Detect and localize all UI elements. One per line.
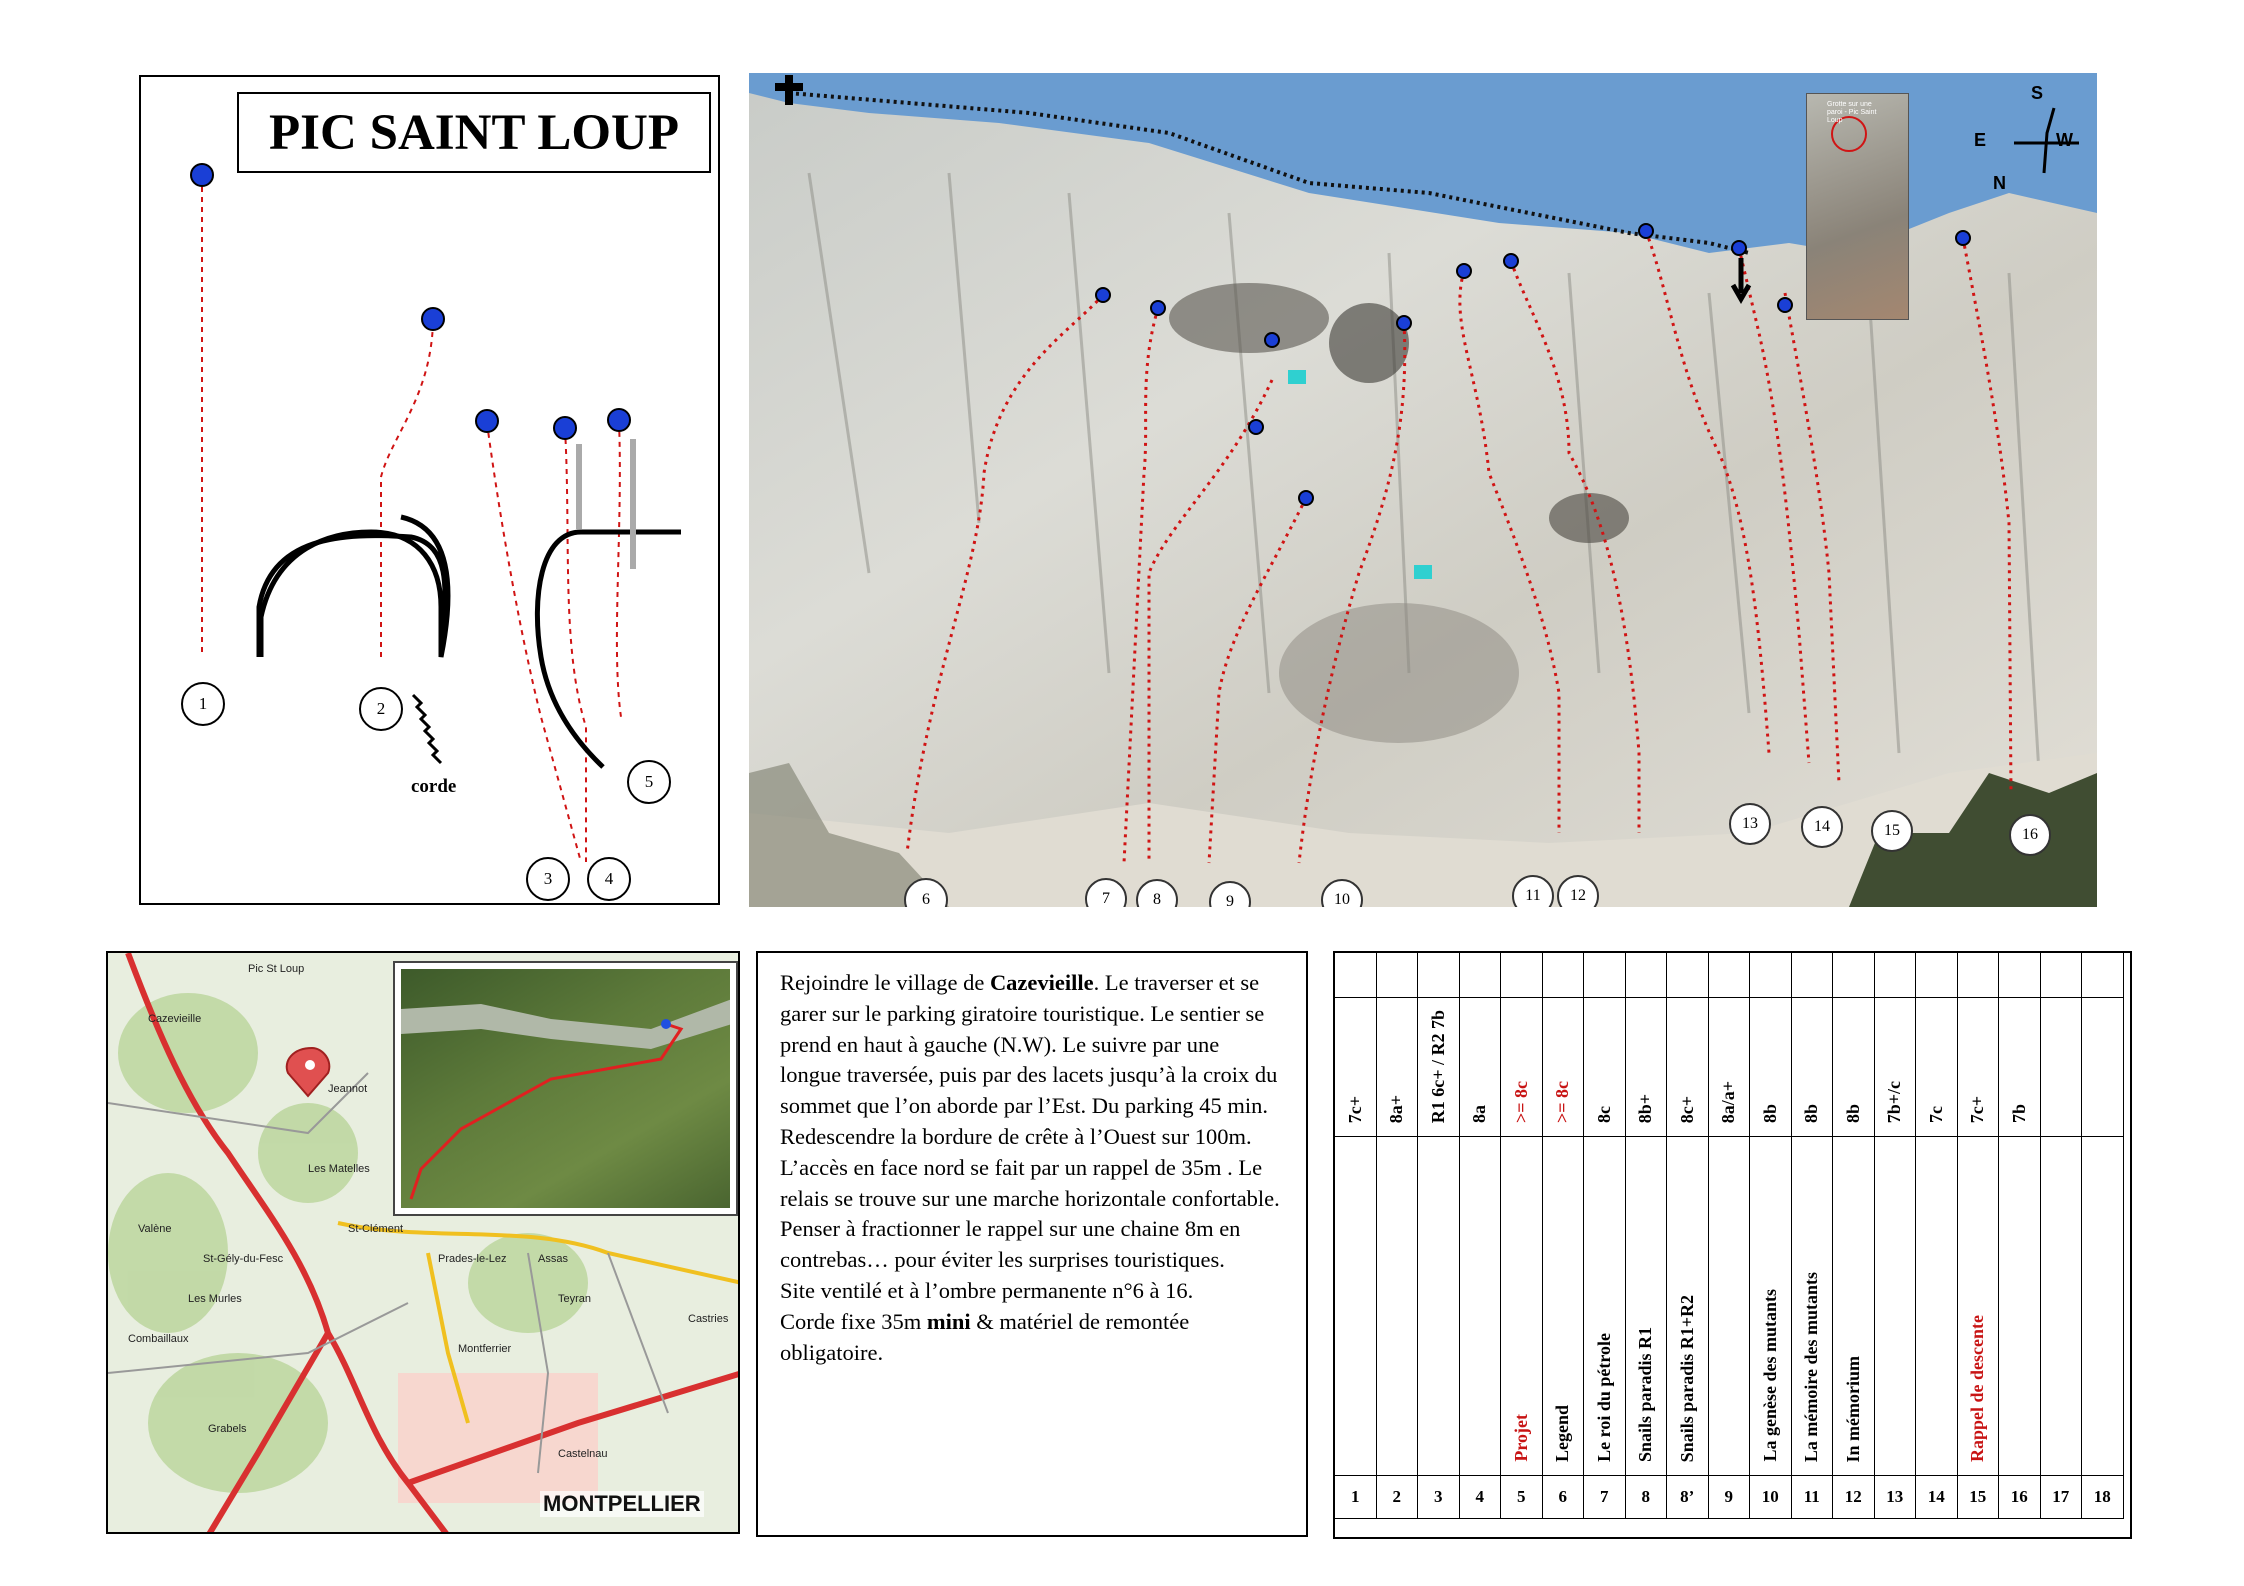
photo-number-7: 7 [1085, 878, 1127, 907]
name-15: Rappel de descente [1967, 1315, 1988, 1462]
grade-5: >= 8c [1510, 1080, 1531, 1123]
photo-inset [1806, 93, 1909, 320]
compass-e: E [1974, 130, 1987, 150]
photo-number-10: 10 [1321, 879, 1363, 907]
belay-4 [554, 417, 576, 439]
num-17: 17 [2040, 1476, 2082, 1519]
map-label-pic: Pic St Loup [248, 963, 305, 975]
cave-outline-left [259, 517, 448, 657]
belay-1 [191, 164, 213, 186]
name-12: In mémorium [1842, 1355, 1863, 1462]
compass-w: W [2056, 130, 2073, 150]
map-label-stclement: St-Clément [348, 1223, 404, 1235]
name-5: Projet [1510, 1414, 1531, 1462]
photo-anchor-16 [1956, 231, 1970, 245]
grade-2: 8a+ [1386, 1094, 1407, 1123]
topo-route-3 [487, 423, 581, 862]
photo-anchor-15 [1778, 298, 1792, 312]
grade-13: 7b+/c [1884, 1080, 1905, 1123]
map-label-grabels: Grabels [208, 1423, 247, 1435]
photo-anchor-7 [1151, 301, 1165, 315]
grade-4: 8a [1469, 1105, 1490, 1123]
photo-anchor-14 [1732, 241, 1746, 255]
num-10: 10 [1750, 1476, 1792, 1519]
num-11: 11 [1791, 1476, 1833, 1519]
grade-6: >= 8c [1552, 1080, 1573, 1123]
num-16: 16 [1999, 1476, 2041, 1519]
aerial-route [411, 1024, 681, 1199]
topo-number-4: 4 [587, 857, 631, 901]
cliff-photo-panel [749, 73, 2097, 907]
photo-anchor-11 [1457, 264, 1471, 278]
num-9: 9 [1708, 1476, 1750, 1519]
grade-8b: 8c+ [1676, 1095, 1697, 1123]
topo-panel [139, 75, 720, 905]
name-8: Snails paradis R1 [1635, 1326, 1656, 1462]
photo-anchor-13 [1639, 224, 1653, 238]
belay-5 [608, 409, 630, 431]
desc-paragraph-3: Site ventilé et à l’ombre permanente n°6 à 16. [780, 1277, 1194, 1303]
grade-14: 7c [1925, 1106, 1946, 1123]
compass-n: N [1993, 173, 2006, 193]
name-10: La genèse des mutants [1759, 1289, 1780, 1462]
belay-2 [422, 308, 444, 330]
num-13: 13 [1874, 1476, 1916, 1519]
num-3: 3 [1418, 1476, 1460, 1519]
rope-zigzag-icon [413, 695, 441, 763]
desc-paragraph-1: Rejoindre le village de Cazevieille. Le traverser et se garer sur le parking giratoire touristique. Le sentier se prend en haut à gauche (N.W). Le suivre par une longue traversée, puis par des lacets jusqu’à la croix du sommet que l’on aborde par l’Est. Du parking 45 min. [780, 970, 1278, 1119]
grade-12: 8b [1842, 1103, 1863, 1123]
photo-number-15: 15 [1871, 810, 1913, 852]
map-label-castries: Castries [688, 1313, 729, 1325]
map-label-jeannot: Jeannot [328, 1083, 368, 1095]
photo-number-12: 12 [1557, 875, 1599, 907]
grade-7: 8c [1593, 1106, 1614, 1123]
name-6: Legend [1552, 1404, 1573, 1462]
map-label-cazevieille: Cazevieille [148, 1013, 202, 1025]
access-map-panel [106, 951, 740, 1534]
belay-3 [476, 410, 498, 432]
topo-number-5: 5 [627, 760, 671, 804]
table-row-blank [1335, 953, 2124, 998]
photo-number-11: 11 [1512, 875, 1554, 907]
table-row-names [1335, 1137, 2124, 1476]
map-label-teyran: Teyran [558, 1293, 592, 1305]
map-label-castelnau: Castelnau [558, 1448, 608, 1460]
map-label-assas: Assas [538, 1253, 568, 1265]
num-18: 18 [2082, 1476, 2124, 1519]
map-label-matelles: Les Matelles [308, 1163, 370, 1175]
num-7: 7 [1584, 1476, 1626, 1519]
map-label-valene: Valène [138, 1223, 172, 1235]
grade-16: 7b [2008, 1103, 2029, 1123]
photo-anchor-8b [1249, 420, 1263, 434]
topo-number-1: 1 [181, 682, 225, 726]
name-11: La mémoire des mutants [1801, 1271, 1822, 1462]
photo-anchor-8 [1265, 333, 1279, 347]
topo-route-4 [565, 429, 586, 862]
corde-label: corde [411, 776, 457, 797]
photo-number-13: 13 [1729, 803, 1771, 845]
map-label-prades: Prades-le-Lez [438, 1253, 507, 1265]
photo-anchor-12 [1504, 254, 1518, 268]
desc-paragraph-2: Redescendre la bordure de crête à l’Ouest sur 100m. L’accès en face nord se fait par un rappel de 35m . Le relais se trouve sur une marche horizontale confortable. Penser à fractionner le rappel sur une chaine 8m en contrebas… pour éviter les surprises touristiques. [780, 1123, 1280, 1273]
photo-number-8: 8 [1136, 879, 1178, 907]
grade-15: 7c+ [1967, 1095, 1988, 1123]
num-12: 12 [1833, 1476, 1875, 1519]
num-1: 1 [1335, 1476, 1377, 1519]
compass-s: S [2031, 83, 2044, 103]
cave-outline-right [537, 532, 681, 767]
table-row-grades [1335, 998, 2124, 1137]
num-15: 15 [1957, 1476, 1999, 1519]
photo-anchor-10 [1397, 316, 1411, 330]
grade-10: 8b [1759, 1103, 1780, 1123]
map-label-stgely: St-Gély-du-Fesc [203, 1253, 284, 1265]
name-7: Le roi du pétrole [1593, 1333, 1614, 1462]
topo-route-2 [381, 322, 433, 662]
cave-arch [261, 532, 441, 657]
routes-table-panel [1333, 951, 2132, 1539]
grade-1: 7c+ [1344, 1095, 1365, 1123]
num-8b: 8’ [1667, 1476, 1709, 1519]
num-14: 14 [1916, 1476, 1958, 1519]
photo-anchor-9 [1299, 491, 1313, 505]
access-description [756, 951, 1308, 1537]
topo-route-5 [617, 422, 621, 717]
grade-11: 8b [1801, 1103, 1822, 1123]
photo-number-6: 6 [904, 878, 948, 907]
desc-paragraph-4: Corde fixe 35m mini & matériel de remontée obligatoire. [780, 1308, 1190, 1365]
grade-3: R1 6c+ / R2 7b [1427, 1009, 1448, 1123]
page-title: PIC SAINT LOUP [237, 92, 711, 173]
map-label-montferrier: Montferrier [458, 1343, 512, 1355]
photo-number-9: 9 [1209, 881, 1251, 907]
aerial-inset [393, 961, 738, 1216]
topo-number-2: 2 [359, 687, 403, 731]
map-label-combaillaux: Combaillaux [128, 1333, 189, 1345]
inset-caption: Grotte sur une paroi - Pic Saint Loup [1827, 101, 1877, 124]
map-label-murles: Les Murles [188, 1293, 242, 1305]
num-8: 8 [1625, 1476, 1667, 1519]
map-label-montpellier: MONTPELLIER [540, 1491, 704, 1517]
topo-number-3: 3 [526, 857, 570, 901]
photo-number-16: 16 [2009, 814, 2051, 856]
grade-8: 8b+ [1635, 1093, 1656, 1123]
table-row-numbers [1335, 1476, 2124, 1519]
name-8b: Snails paradis R1+R2 [1676, 1294, 1697, 1462]
routes-table [1334, 952, 2124, 1519]
num-4: 4 [1459, 1476, 1501, 1519]
grade-9: 8a/a+ [1718, 1080, 1739, 1123]
num-6: 6 [1542, 1476, 1584, 1519]
num-5: 5 [1501, 1476, 1543, 1519]
photo-number-14: 14 [1801, 806, 1843, 848]
num-2: 2 [1376, 1476, 1418, 1519]
photo-anchor-6 [1096, 288, 1110, 302]
